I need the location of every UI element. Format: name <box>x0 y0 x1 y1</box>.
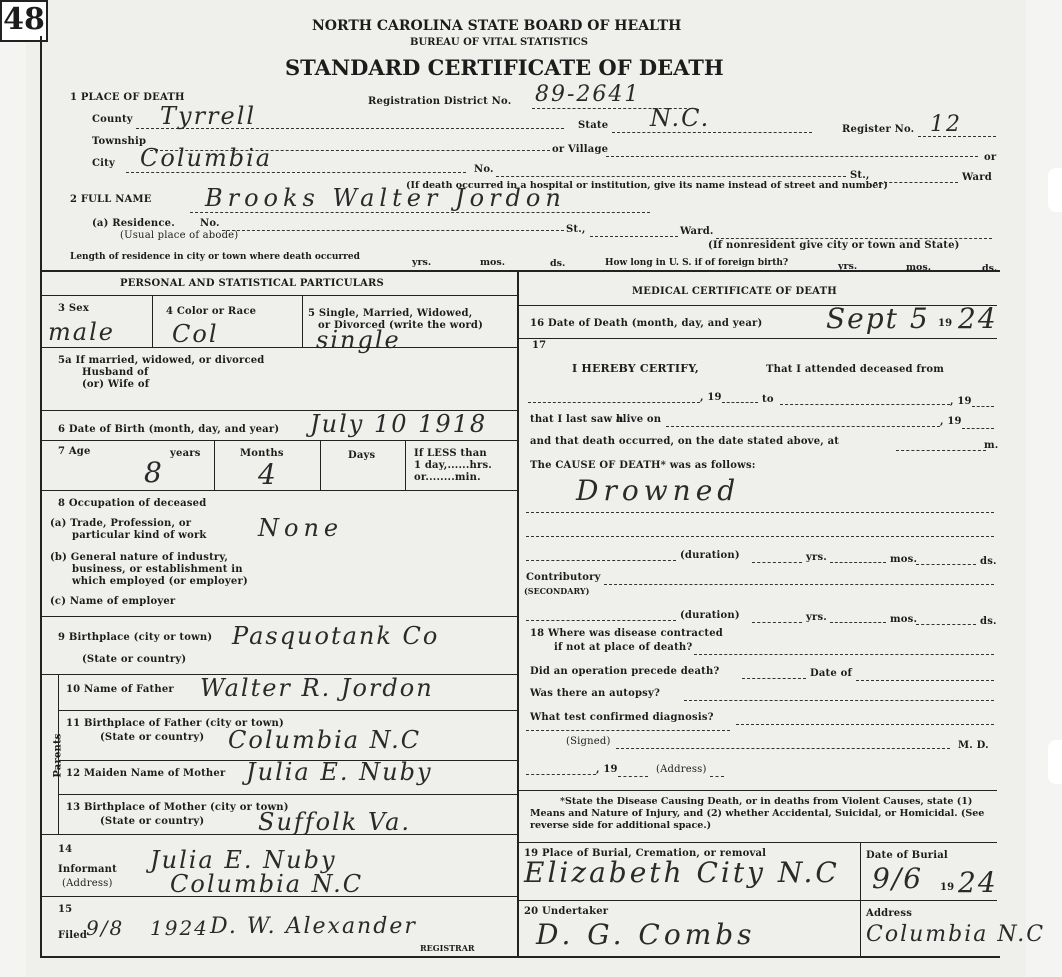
register-value: 12 <box>930 112 962 137</box>
ward-label: Ward <box>962 172 992 183</box>
residence-no-label: No. <box>200 218 220 229</box>
cause-note: *State the Disease Causing Death, or in deaths from Violent Causes, state (1) Means and Nature of Injury, and (2) whether Accidental, Suicidal, or Homicidal. (See reverse side for additional space.) <box>530 796 985 831</box>
occupation-label: 8 Occupation of deceased <box>58 498 207 509</box>
personal-heading: PERSONAL AND STATISTICAL PARTICULARS <box>120 278 384 289</box>
burial-year-prefix: 19 <box>940 882 955 893</box>
marital-label-2: or Divorced (write the word) <box>318 320 484 331</box>
death-occurred-label: and that death occurred, on the date stated above, at <box>530 436 840 447</box>
cause-value: Drowned <box>576 474 741 507</box>
register-label: Register No. <box>842 124 915 135</box>
duration-label-1: (duration) <box>680 550 740 561</box>
undertaker-label: 20 Undertaker <box>524 906 609 917</box>
dod-year: 24 <box>958 302 998 335</box>
length-ds: ds. <box>550 258 566 269</box>
dob-value: July 10 1918 <box>310 410 488 438</box>
months-label: Months <box>240 448 284 459</box>
physician-address-label: (Address) <box>656 764 707 775</box>
dod-year-prefix: 19 <box>938 318 953 329</box>
usual-place-note: (Usual place of abode) <box>120 230 239 241</box>
informant-address-value: Columbia N.C <box>170 870 364 898</box>
attended-19b: , 19 <box>950 396 972 407</box>
marital-value: single <box>316 326 401 354</box>
test-label: What test confirmed diagnosis? <box>530 712 714 723</box>
registrar-label: REGISTRAR <box>420 943 475 953</box>
county-value: Tyrrell <box>160 102 257 130</box>
duration-yrs-2: yrs. <box>806 612 827 623</box>
punch-hole <box>1048 168 1062 212</box>
birthplace-label: 9 Birthplace (city or town) <box>58 632 213 643</box>
certify-heading: I HEREBY CERTIFY, <box>572 362 699 375</box>
signed-label: (Signed) <box>566 736 611 747</box>
duration-ds-2: ds. <box>980 616 997 627</box>
place-section-label: 1 PLACE OF DEATH <box>70 92 185 103</box>
filed-label: Filed <box>58 930 88 941</box>
filed-date: 9/8 <box>86 916 125 940</box>
county-label: County <box>92 114 133 125</box>
hospital-note: (If death occurred in a hospital or institution, give its name instead of street and number) <box>406 180 888 191</box>
state-board-title: NORTH CAROLINA STATE BOARD OF HEALTH <box>312 18 682 34</box>
burial-year-value: 24 <box>958 866 998 899</box>
q18-line1: 18 Where was disease contracted <box>530 628 723 639</box>
length-residence-label: Length of residence in city or town where death occurred <box>70 252 360 262</box>
last-saw-label: that I last saw h <box>530 414 624 425</box>
dod-label: 16 Date of Death (month, day, and year) <box>530 318 763 329</box>
filed-number: 15 <box>58 904 73 915</box>
md-label: M. D. <box>958 740 989 751</box>
item-17: 17 <box>532 340 547 351</box>
punch-hole <box>1048 740 1062 784</box>
residence-st-label: St., <box>566 224 586 235</box>
informant-address-label: (Address) <box>62 878 113 889</box>
autopsy-label: Was there an autopsy? <box>530 688 661 699</box>
days-label: Days <box>348 450 376 461</box>
center-divider <box>517 270 519 956</box>
nonresident-note: (If nonresident give city or town and State) <box>708 240 960 251</box>
city-value: Columbia <box>140 144 273 172</box>
residence-ward-label: Ward. <box>680 226 714 237</box>
filed-year: 1924 <box>150 916 209 940</box>
dob-label: 6 Date of Birth (month, day, and year) <box>58 424 280 435</box>
age-label: 7 Age <box>58 446 91 457</box>
medical-heading: MEDICAL CERTIFICATE OF DEATH <box>632 286 837 297</box>
left-border <box>40 36 42 956</box>
spouse-label-1: 5a If married, widowed, or divorced <box>58 355 265 366</box>
occupation-value: None <box>258 514 344 542</box>
less-than-3: or........min. <box>414 472 481 483</box>
father-value: Walter R. Jordon <box>200 674 434 702</box>
alive-on-label: alive on <box>616 414 662 425</box>
birthplace-value: Pasquotank Co <box>232 622 440 650</box>
cause-label: The CAUSE OF DEATH* was as follows: <box>530 460 756 471</box>
city-label: City <box>92 158 115 169</box>
mother-bp-state-country: (State or country) <box>100 816 205 827</box>
duration-ds-1: ds. <box>980 556 997 567</box>
age-years-value: 8 <box>144 456 164 489</box>
full-name-value: Brooks Walter Jordon <box>205 184 566 212</box>
signature-19: , 19 <box>596 764 618 775</box>
q18-line2: if not at place of death? <box>554 642 693 653</box>
occ-b-line3: which employed (or employer) <box>72 576 248 587</box>
years-label: years <box>170 448 201 459</box>
reg-district-value: 89-2641 <box>535 82 641 107</box>
occ-b-line1: (b) General nature of industry, <box>50 552 229 563</box>
informant-number: 14 <box>58 844 73 855</box>
less-than-1: If LESS than <box>414 448 487 459</box>
father-bp-label: 11 Birthplace of Father (city or town) <box>66 718 284 729</box>
mother-bp-label: 13 Birthplace of Mother (city or town) <box>66 802 289 813</box>
mother-value: Julia E. Nuby <box>246 758 433 786</box>
state-label: State <box>578 120 609 131</box>
occ-a-line2: particular kind of work <box>72 530 207 541</box>
m-label: m. <box>984 440 999 451</box>
length-yrs: yrs. <box>412 257 432 268</box>
bureau-title: BUREAU OF VITAL STATISTICS <box>410 37 588 48</box>
mother-bp-value: Suffolk Va. <box>258 808 412 836</box>
bottom-border <box>40 956 1000 958</box>
spouse-label-2: Husband of <box>82 367 149 378</box>
sex-label: 3 Sex <box>58 303 89 314</box>
certify-rest: That I attended deceased from <box>766 364 945 375</box>
secondary-label: (SECONDARY) <box>524 586 590 596</box>
dod-value: Sept 5 <box>826 302 930 335</box>
no-label: No. <box>474 164 494 175</box>
occ-b-line2: business, or establishment in <box>72 564 243 575</box>
foreign-yrs: yrs. <box>838 261 858 272</box>
reg-district-label: Registration District No. <box>368 96 512 107</box>
last-saw-19: , 19 <box>940 416 962 427</box>
length-mos: mos. <box>480 257 506 268</box>
duration-label-2: (duration) <box>680 610 740 621</box>
occ-c: (c) Name of employer <box>50 596 176 607</box>
township-label: Township <box>92 136 147 147</box>
sex-value: male <box>48 318 115 346</box>
parents-label: Parents <box>52 733 64 778</box>
color-label: 4 Color or Race <box>166 306 257 317</box>
date-burial-label: Date of Burial <box>866 850 948 861</box>
spouse-label-3: (or) Wife of <box>82 379 150 390</box>
occ-a-line1: (a) Trade, Profession, or <box>50 518 192 529</box>
marital-label-1: 5 Single, Married, Widowed, <box>308 308 473 319</box>
duration-mos-1: mos. <box>890 554 918 565</box>
undertaker-address-label: Address <box>866 908 913 919</box>
attended-19: , 19 <box>700 392 722 403</box>
date-of-label: Date of <box>810 668 852 679</box>
color-value: Col <box>172 320 219 348</box>
foreign-ds: ds. <box>982 263 998 274</box>
residence-label: (a) Residence. <box>92 218 175 229</box>
undertaker-address-value: Columbia N.C <box>866 922 1046 947</box>
attended-to: to <box>762 394 774 405</box>
or-village-label: or Village <box>552 144 609 155</box>
foreign-mos: mos. <box>906 262 932 273</box>
page-title: STANDARD CERTIFICATE OF DEATH <box>285 55 724 80</box>
registrar-signature: D. W. Alexander <box>210 914 417 939</box>
burial-date-value: 9/6 <box>872 862 924 895</box>
informant-label: Informant <box>58 864 117 875</box>
state-value: N.C. <box>650 104 711 132</box>
less-than-2: 1 day,......hrs. <box>414 460 492 471</box>
age-months-value: 4 <box>258 458 278 491</box>
grid-top <box>40 270 1000 272</box>
st-label: St., <box>850 170 870 181</box>
operation-label: Did an operation precede death? <box>530 666 720 677</box>
corner-number: 48 <box>0 0 48 42</box>
father-bp-state-country: (State or country) <box>100 732 205 743</box>
duration-yrs-1: yrs. <box>806 552 827 563</box>
undertaker-value: D. G. Combs <box>536 918 756 951</box>
burial-label: 19 Place of Burial, Cremation, or removal <box>524 848 767 859</box>
or-label: or <box>984 152 997 163</box>
foreign-label: How long in U. S. if of foreign birth? <box>605 258 789 268</box>
father-bp-value: Columbia N.C <box>228 726 422 754</box>
burial-place-value: Elizabeth City N.C <box>524 856 840 889</box>
birthplace-state-country: (State or country) <box>82 654 187 665</box>
mother-label: 12 Maiden Name of Mother <box>66 768 226 779</box>
contributory-label: Contributory <box>526 572 601 583</box>
duration-mos-2: mos. <box>890 614 918 625</box>
full-name-label: 2 FULL NAME <box>70 194 152 205</box>
father-label: 10 Name of Father <box>66 684 174 695</box>
informant-value: Julia E. Nuby <box>150 846 337 874</box>
